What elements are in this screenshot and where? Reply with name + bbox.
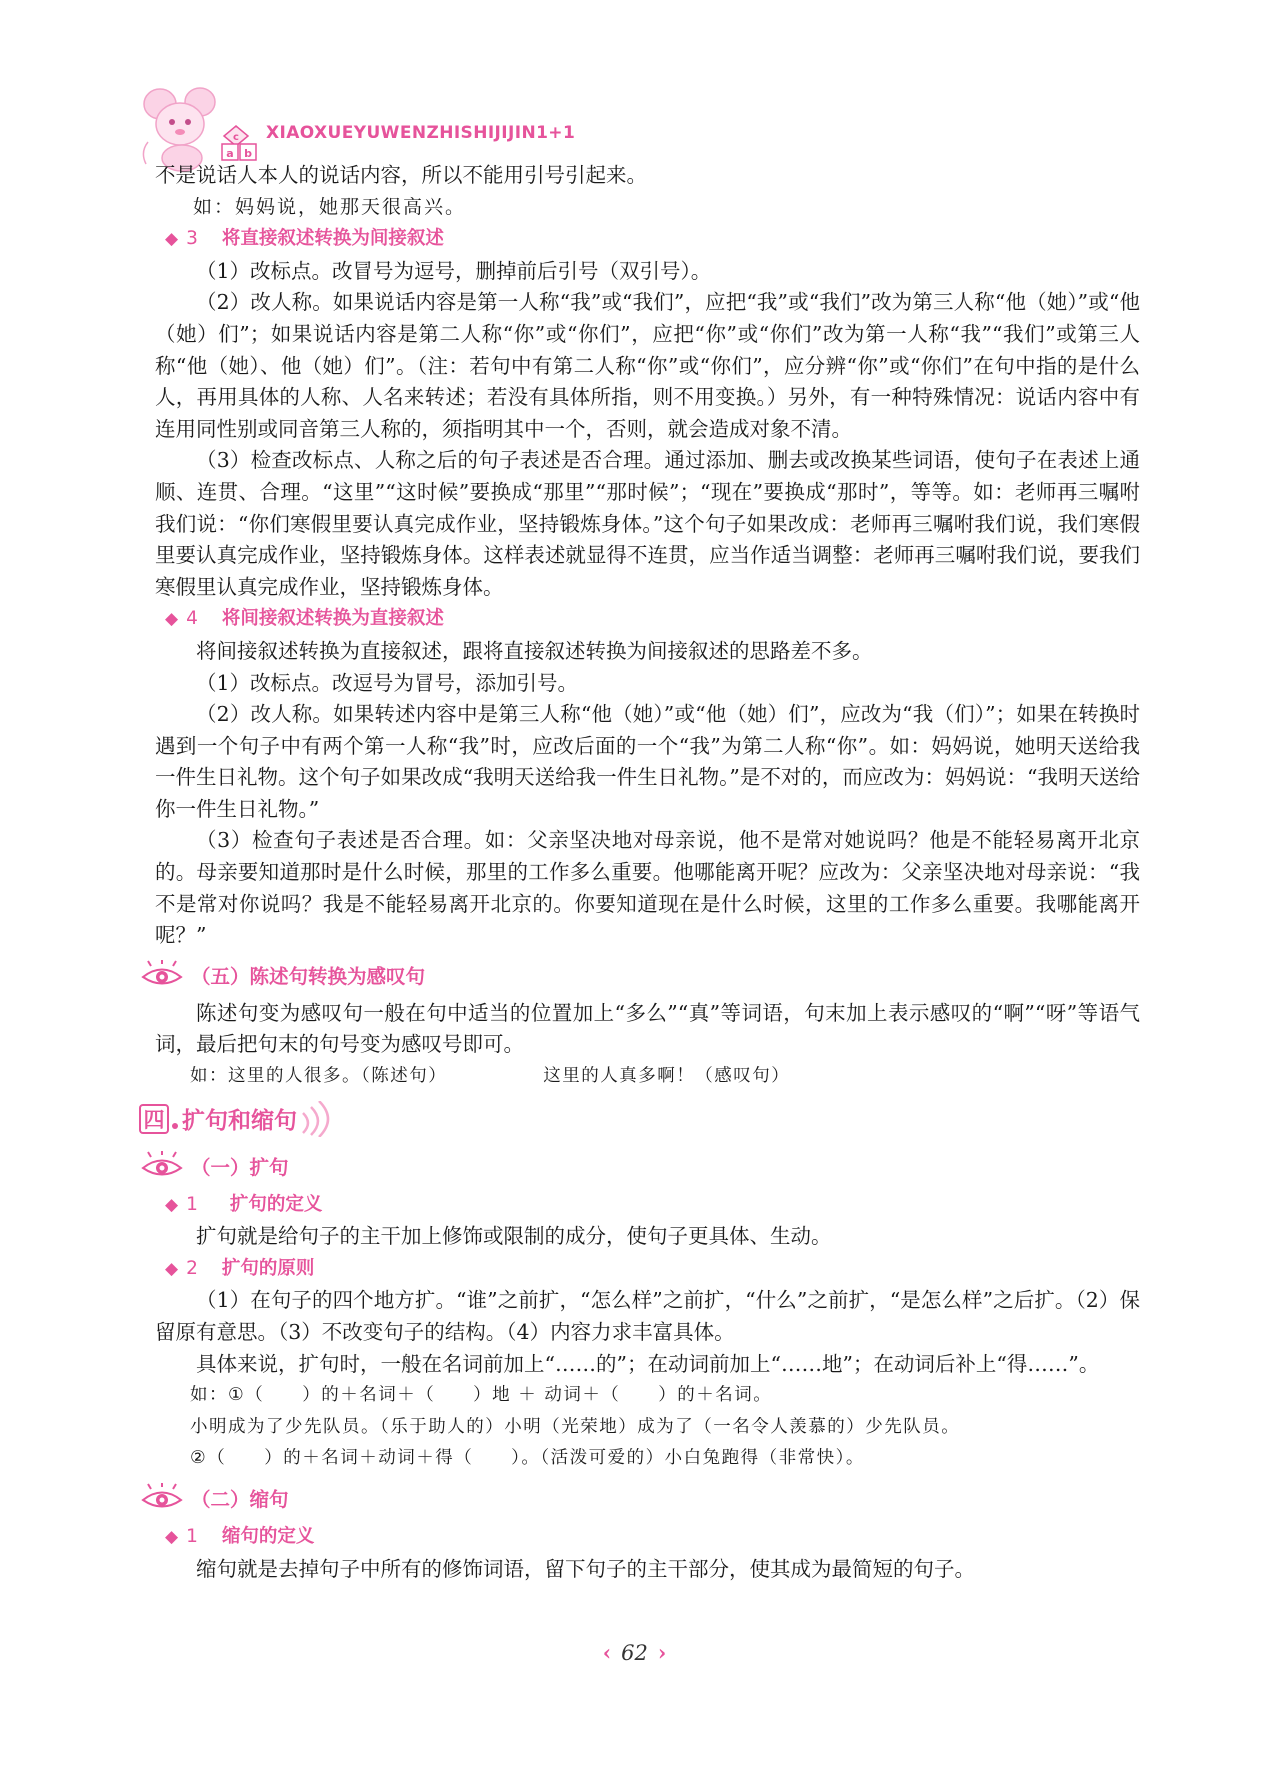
chapter-number: 四 <box>139 1104 169 1134</box>
running-header <box>140 72 576 172</box>
paragraph: （3）检查改标点、人称之后的句子表述是否合理。通过添加、删去或改换某些词语，使句子在表述上通顺、连贯、合理。“这里”“这时候”要换成“那里”“那时候”；“现在”要换成“那时”，等等。如：老师再三嘱咐我们说：“你们寒假里要认真完成作业，坚持锻炼身体。”这个句子如果改成：老师再三嘱咐我们说，我们寒假里要认真完成作业，坚持锻炼身体。这样表述就显得不连贯，应当作适当调整：老师再三嘱咐我们说，要我们寒假里认真完成作业，坚持锻炼身体。 <box>155 448 1140 599</box>
paragraph: 具体来说，扩句时，一般在名词前加上“……的”；在动词前加上“……地”；在动词后补上“得……”。 <box>196 1351 1100 1376</box>
example-line: 小明成为了少先队员。（乐于助人的）小明（光荣地）成为了（一名令人羡慕的）少先队员。 <box>190 1416 961 1437</box>
paragraph: （1）在句子的四个地方扩。“谁”之前扩，“怎么样”之前扩，“什么”之前扩，“是怎么样”之后扩。（2）保留原有意思。（3）不改变句子的结构。（4）内容力求丰富具体。 <box>155 1288 1140 1344</box>
chapter-heading <box>139 1095 1140 1143</box>
paragraph: （3）检查句子表述是否合理。如：父亲坚决地对母亲说，他不是常对她说吗？他是不能轻易离开北京的。母亲要知道那时是什么时候，那里的工作多么重要。他哪能离开呢？应改为：父亲坚决地对母亲说：“我不是常对你说吗？我是不能轻易离开北京的。你要知道现在是什么时候，这里的工作多么重要。我哪能离开呢？” <box>155 828 1140 948</box>
paragraph: （2）改人称。如果转述内容中是第三人称“他（她）”或“他（她）们”，应改为“我（们）”；如果在转换时遇到一个句子中有两个第一人称“我”时，应改后面的一个“我”为第二人称“你”。如：妈妈说，她明天送给我一件生日礼物。这个句子如果改成“我明天送给我一件生日礼物。”是不对的，而应改为：妈妈说：“我明天送给你一件生日礼物。” <box>155 702 1140 821</box>
paragraph: 不是说话人本人的说话内容，所以不能用引号引起来。 <box>155 163 647 187</box>
subsection-heading: ◆ 2 扩句的原则 <box>165 1257 315 1279</box>
paragraph: 缩句就是去掉句子中所有的修饰词语，留下句子的主干部分，使其成为最简短的句子。 <box>196 1556 975 1581</box>
page-number: ‹ 62 › <box>602 1640 667 1665</box>
running-title: XIAOXUEYUWENZHISHIJIJIN1+1 <box>266 123 576 143</box>
paragraph: 陈述句变为感叹句一般在句中适当的位置加上“多么”“真”等词语，句末加上表示感叹的“啊”“呀”等语气词，最后把句末的句号变为感叹号即可。 <box>155 1000 1140 1057</box>
subsection-heading: ◆ 1 扩句的定义 <box>165 1193 323 1215</box>
svg-text:b: b <box>244 147 252 160</box>
letter-blocks-icon <box>220 124 272 164</box>
svg-text:c: c <box>233 132 239 143</box>
chapter-title: 扩句和缩句 <box>182 1108 297 1135</box>
wave-decoration-icon <box>299 1101 339 1137</box>
svg-text:a: a <box>226 147 234 160</box>
eye-icon <box>139 1483 185 1513</box>
paragraph: （1）改标点。改逗号为冒号，添加引号。 <box>196 670 579 695</box>
formula-line: ②（ ）的＋名词＋动词＋得（ ）。（活泼可爱的）小白兔跑得（非常快）。 <box>190 1448 865 1469</box>
section-heading: （五）陈述句转换为感叹句 <box>139 954 1140 996</box>
paragraph: （2）改人称。如果说话内容是第一人称“我”或“我们”，应把“我”或“我们”改为第三人称“他（她）”或“他（她）们”；如果说话内容是第二人称“你”或“你们”，应把“你”或“你们”改为第一人称“我”“我们”或第三人称“他（她）、他（她）们”。（注：若句中有第二人称“你”或“你们”，应分辨“你”或“你们”在句中指的是什么人，再用具体的人称、人名来转述；若没有具体所指，则不用变换。）另外，有一种特殊情况：说话内容中有连用同性别或同音第三人称的，须指明其中一个，否则，就会造成对象不清。 <box>155 290 1140 441</box>
paragraph: 扩句就是给句子的主干加上修饰或限制的成分，使句子更具体、生动。 <box>196 1224 832 1249</box>
main-content <box>143 160 1140 1585</box>
subsection-heading: ◆ 3 将直接叙述转换为间接叙述 <box>165 228 444 250</box>
subsection-heading: ◆ 4 将间接叙述转换为直接叙述 <box>165 608 444 630</box>
section-heading: （一）扩句 <box>139 1145 1140 1187</box>
example-line: 如：妈妈说，她那天很高兴。 <box>193 195 467 218</box>
mascot-mouse-icon <box>140 82 222 172</box>
diamond-bullet-icon: ◆ <box>165 1258 179 1279</box>
diamond-bullet-icon: ◆ <box>165 1526 179 1547</box>
diamond-bullet-icon: ◆ <box>165 1194 179 1215</box>
section-heading: （二）缩句 <box>139 1477 1140 1519</box>
example-line: 如：这里的人很多。（陈述句） 这里的人真多啊！（感叹句） <box>190 1066 791 1087</box>
paragraph: 将间接叙述转换为直接叙述，跟将直接叙述转换为间接叙述的思路差不多。 <box>196 638 873 663</box>
diamond-bullet-icon: ◆ <box>165 229 179 250</box>
paragraph: （1）改标点。改冒号为逗号，删掉前后引号（双引号）。 <box>196 258 712 283</box>
diamond-bullet-icon: ◆ <box>165 609 179 630</box>
subsection-heading: ◆ 1 缩句的定义 <box>165 1525 315 1547</box>
formula-line: 如：①（ ）的＋名词＋（ ）地 ＋ 动词＋（ ）的＋名词。 <box>190 1385 773 1406</box>
eye-icon <box>139 1151 185 1181</box>
eye-icon <box>139 960 185 990</box>
